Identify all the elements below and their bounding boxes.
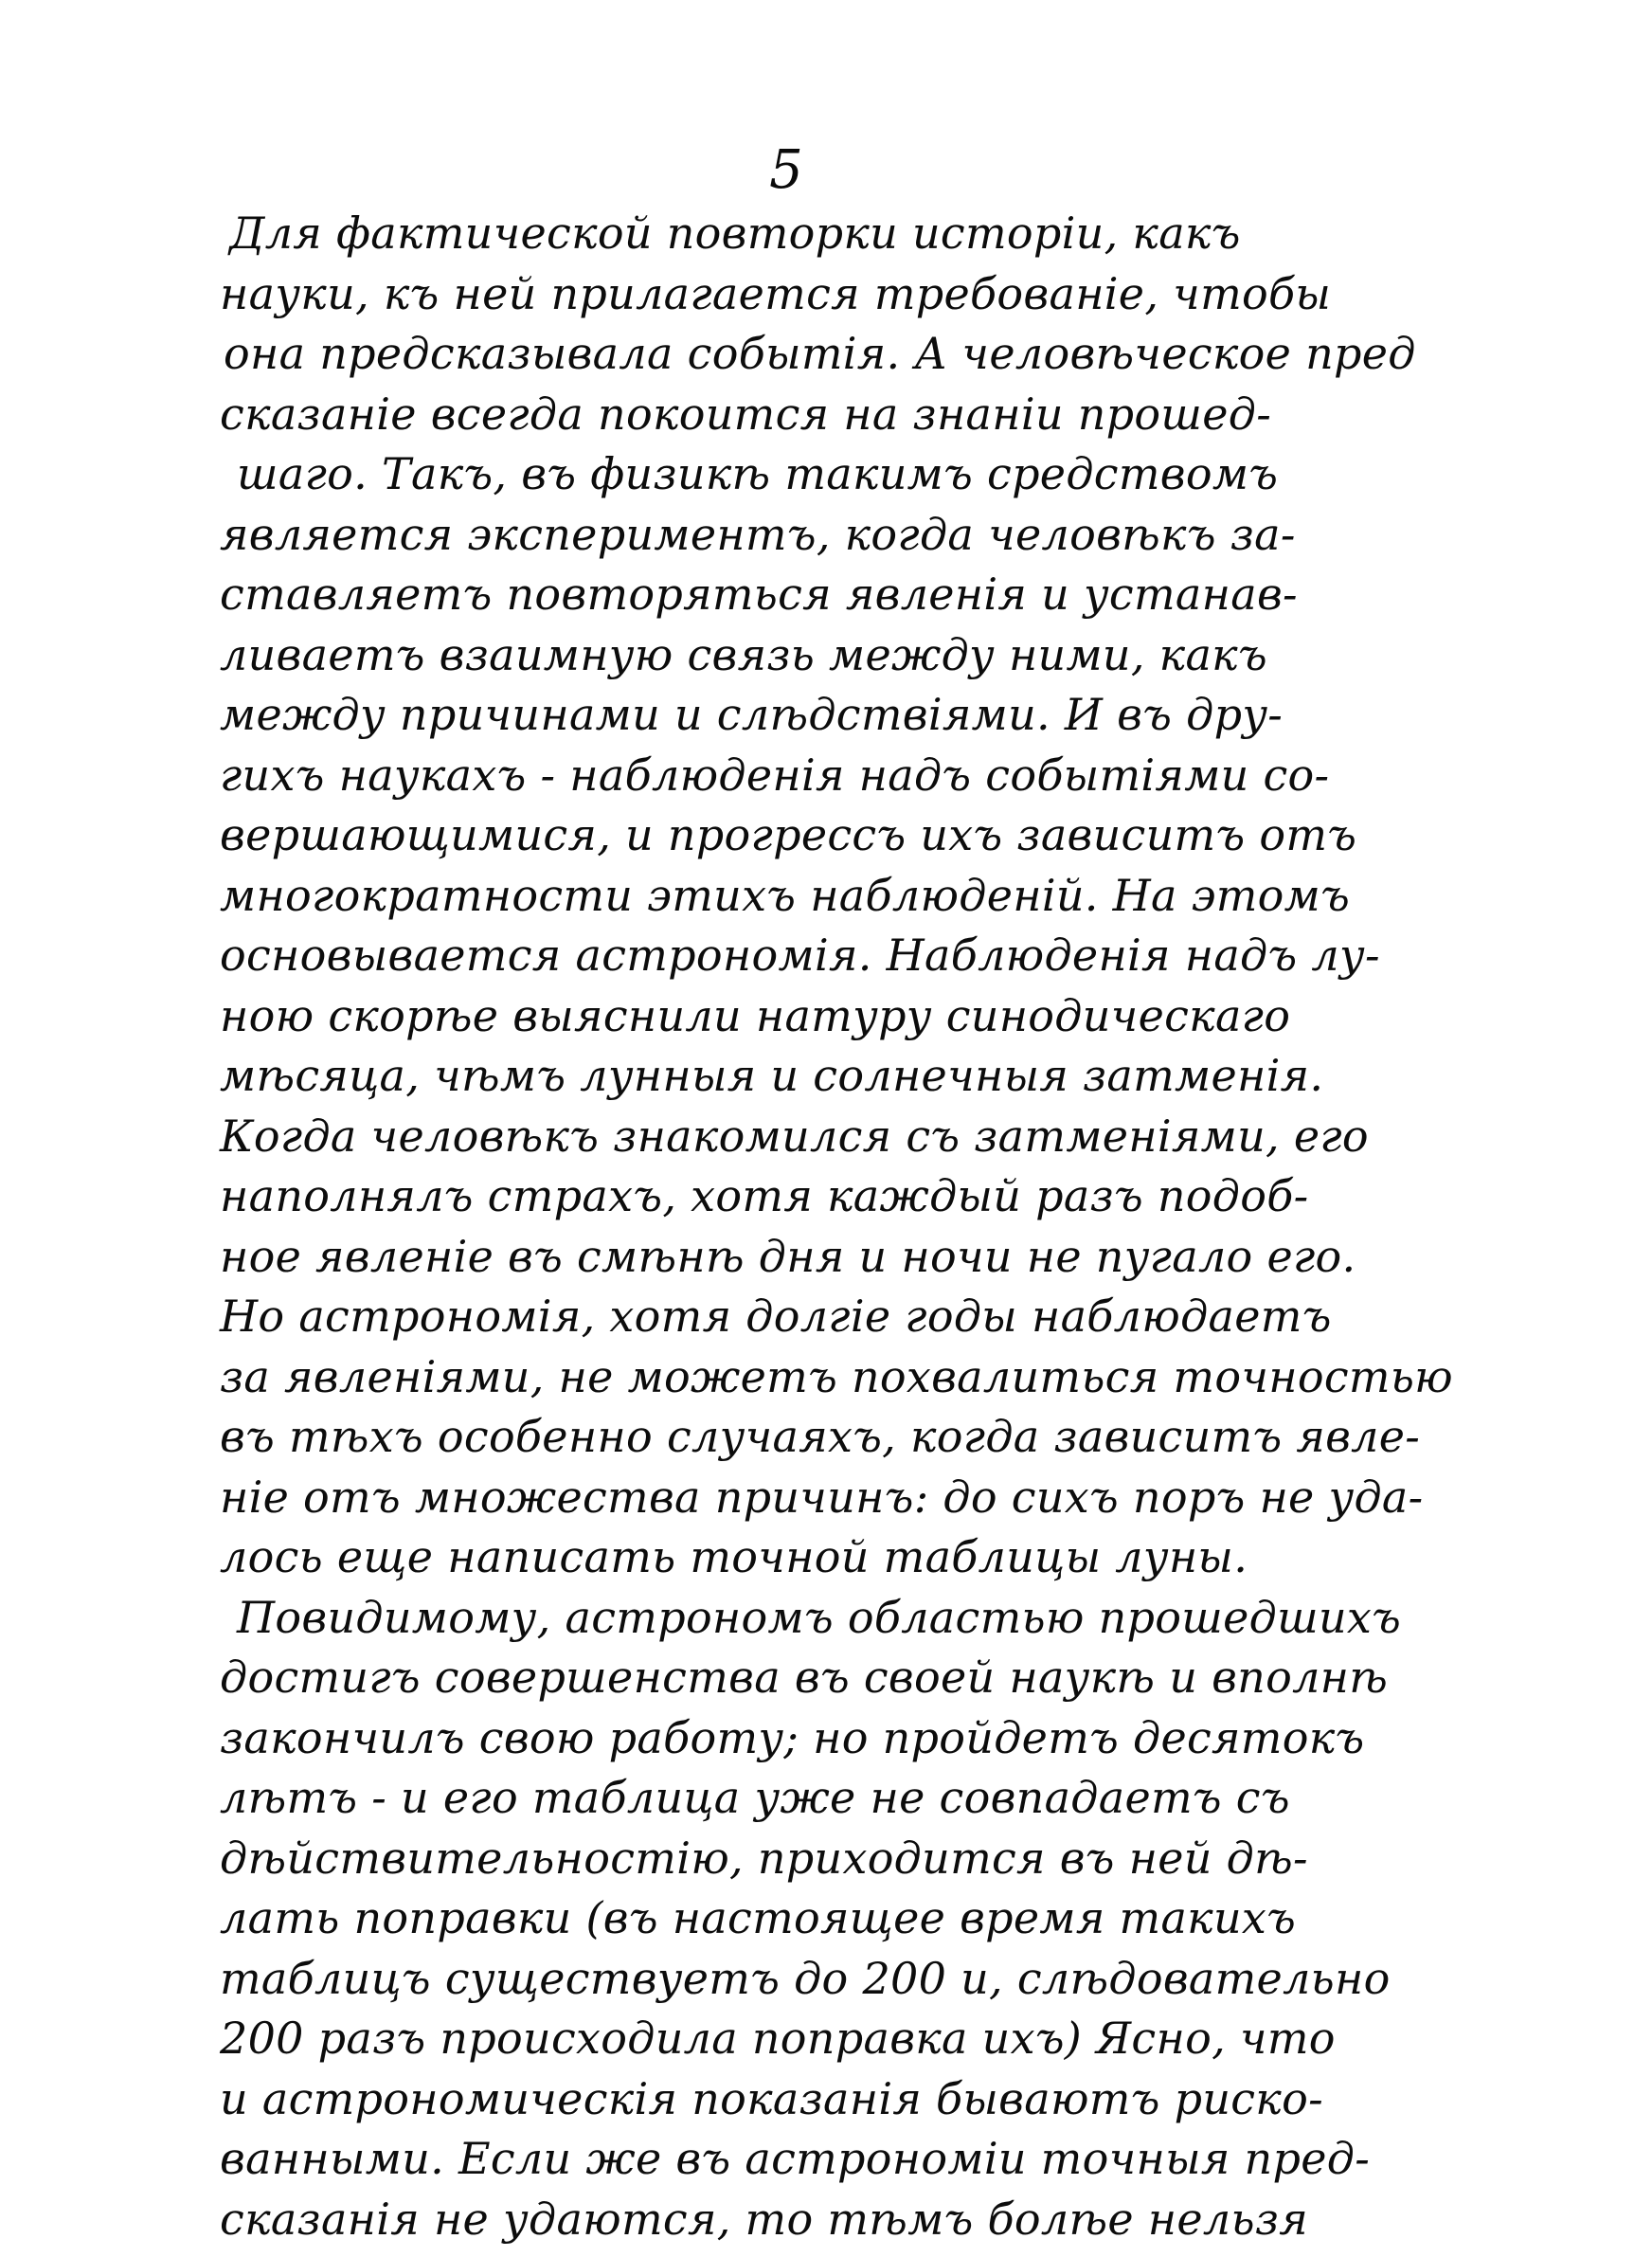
text-line: является экспериментъ, когда человѣкъ за- <box>220 508 1296 560</box>
text-line: гихъ наукахъ - наблюденія надъ событіями со- <box>220 749 1330 801</box>
text-line: ною скорѣе выяснили натуру синодическаго <box>220 989 1291 1041</box>
page-number: 5 <box>769 139 803 201</box>
text-line: между причинами и слѣдствіями. И въ дру- <box>220 689 1284 740</box>
text-line: многократности этихъ наблюденій. На этомъ <box>220 869 1351 921</box>
text-line: она предсказывала событія. А человѣческое пред <box>224 328 1416 379</box>
text-line: таблицъ существуетъ до 200 и, слѣдовательно <box>220 1952 1391 2004</box>
text-line: шаго. Такъ, въ физикѣ такимъ средствомъ <box>237 448 1279 499</box>
text-line: науки, къ ней прилагается требованіе, чтобы <box>220 267 1332 319</box>
text-line: лось еще написать точной таблицы луны. <box>220 1531 1248 1582</box>
text-line: ное явленіе въ смѣнѣ дня и ночи не пугало его. <box>220 1230 1356 1282</box>
text-line: за явленіями, не можетъ похвалиться точностью <box>220 1350 1453 1402</box>
text-line: ливаетъ взаимную связь между ними, какъ <box>220 628 1267 680</box>
text-line: достигъ совершенства въ своей наукѣ и вполнѣ <box>220 1652 1389 1703</box>
text-line: наполнялъ страхъ, хотя каждый разъ подоб- <box>220 1170 1309 1221</box>
text-line: сказанія не удаются, то тѣмъ болѣе нельзя <box>220 2193 1309 2245</box>
text-line: и астрономическія показанія бываютъ риско- <box>220 2072 1323 2124</box>
text-line: лѣтъ - и его таблица уже не совпадаетъ съ <box>220 1772 1290 1823</box>
handwritten-text-block <box>218 204 1516 2249</box>
text-line: Для фактической повторки исторіи, какъ <box>229 208 1241 259</box>
text-line: лать поправки (въ настоящее время такихъ <box>220 1892 1297 1943</box>
text-line: основывается астрономія. Наблюденія надъ лу- <box>220 930 1380 981</box>
text-line: дѣйствительностію, приходится въ ней дѣ- <box>220 1832 1308 1884</box>
text-line: Когда человѣкъ знакомился съ затменіями, его <box>220 1110 1369 1162</box>
text-line: въ тѣхъ особенно случаяхъ, когда зависитъ явле- <box>220 1411 1421 1462</box>
text-line: Но астрономія, хотя долгіе годы наблюдаетъ <box>220 1291 1332 1342</box>
text-line: Повидимому, астрономъ областью прошедшихъ <box>237 1591 1402 1643</box>
text-line: ванными. Если же въ астрономіи точныя пред- <box>220 2133 1371 2184</box>
text-line: сказаніе всегда покоится на знаніи прошед- <box>220 388 1272 440</box>
text-line: закончилъ свою работу; но пройдетъ десятокъ <box>220 1711 1365 1763</box>
text-line: ставляетъ повторяться явленія и устанав- <box>220 569 1298 620</box>
text-line: ніе отъ множества причинъ: до сихъ поръ не уда- <box>220 1471 1424 1523</box>
text-line: 200 разъ происходила поправка ихъ) Ясно, что <box>220 2013 1336 2064</box>
text-line: мѣсяца, чѣмъ лунныя и солнечныя затменія. <box>220 1050 1324 1101</box>
text-line: вершающимися, и прогрессъ ихъ зависитъ отъ <box>220 809 1357 860</box>
